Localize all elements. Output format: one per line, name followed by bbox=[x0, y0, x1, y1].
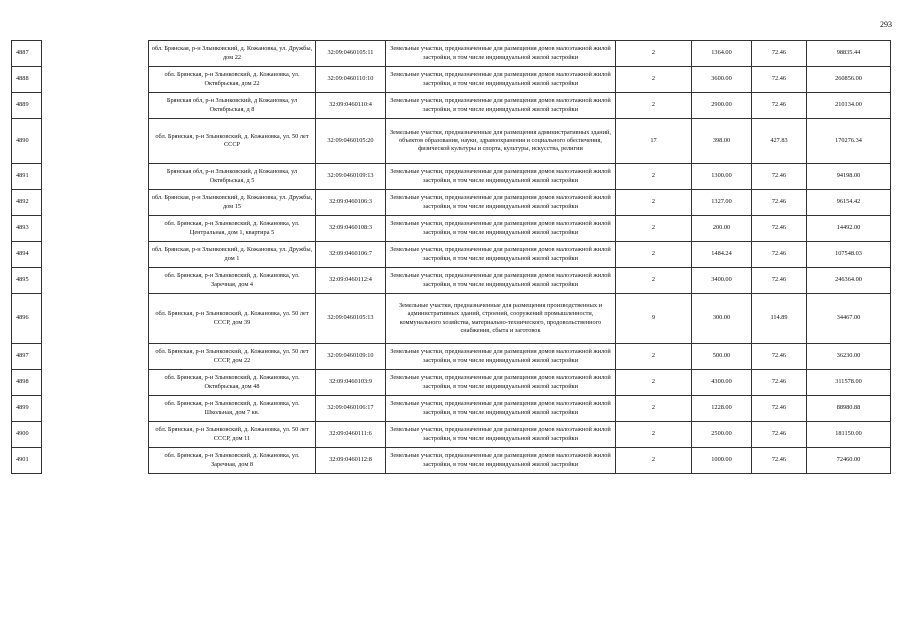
row-number-cell: 4890 bbox=[12, 119, 42, 164]
area-cell: 398.00 bbox=[692, 119, 752, 164]
category-code-cell: 2 bbox=[616, 396, 692, 422]
land-use-category-cell: Земельные участки, предназначенные для размещения домов малоэтажной жилой застройки, в том числе индивидуальной жилой застройки bbox=[386, 67, 616, 93]
row-number-cell: 4901 bbox=[12, 448, 42, 474]
category-code-cell: 2 bbox=[616, 448, 692, 474]
category-code-cell: 2 bbox=[616, 344, 692, 370]
table-row bbox=[12, 242, 891, 268]
land-use-category-cell: Земельные участки, предназначенные для размещения домов малоэтажной жилой застройки, в том числе индивидуальной жилой застройки bbox=[386, 93, 616, 119]
cadastral-value-cell: 107548.03 bbox=[807, 242, 891, 268]
cadastral-value-cell: 260856.00 bbox=[807, 67, 891, 93]
row-number-cell: 4894 bbox=[12, 242, 42, 268]
specific-value-cell: 72.46 bbox=[752, 41, 807, 67]
address-cell: обл. Брянская, р-н Злынковский, д. Кожановка, ул. Октябрьская, дом 48 bbox=[149, 370, 316, 396]
specific-value-cell: 72.46 bbox=[752, 422, 807, 448]
cadastral-value-cell: 34467.00 bbox=[807, 294, 891, 344]
spacer-cell bbox=[42, 268, 149, 294]
table-row bbox=[12, 422, 891, 448]
category-code-cell: 17 bbox=[616, 119, 692, 164]
spacer-cell bbox=[42, 396, 149, 422]
specific-value-cell: 72.46 bbox=[752, 344, 807, 370]
land-use-category-cell: Земельные участки, предназначенные для размещения домов малоэтажной жилой застройки, в том числе индивидуальной жилой застройки bbox=[386, 41, 616, 67]
cadastral-value-cell: 181150.00 bbox=[807, 422, 891, 448]
table-row bbox=[12, 119, 891, 164]
specific-value-cell: 72.46 bbox=[752, 164, 807, 190]
address-cell: Брянская обл, р-н Злынковский, д Кожановка, ул Октябрьская, д 5 bbox=[149, 164, 316, 190]
spacer-cell bbox=[42, 370, 149, 396]
table-row bbox=[12, 190, 891, 216]
land-use-category-cell: Земельные участки, предназначенные для размещения домов малоэтажной жилой застройки, в том числе индивидуальной жилой застройки bbox=[386, 370, 616, 396]
row-number-cell: 4897 bbox=[12, 344, 42, 370]
spacer-cell bbox=[42, 190, 149, 216]
spacer-cell bbox=[42, 119, 149, 164]
table-row bbox=[12, 448, 891, 474]
page-number: 293 bbox=[880, 20, 892, 29]
specific-value-cell: 72.46 bbox=[752, 67, 807, 93]
area-cell: 1364.00 bbox=[692, 41, 752, 67]
table-row bbox=[12, 396, 891, 422]
area-cell: 2900.00 bbox=[692, 93, 752, 119]
cadastral-number-cell: 32:09:0460112:8 bbox=[316, 448, 386, 474]
area-cell: 1000.00 bbox=[692, 448, 752, 474]
area-cell: 500.00 bbox=[692, 344, 752, 370]
specific-value-cell: 72.46 bbox=[752, 93, 807, 119]
area-cell: 1327.00 bbox=[692, 190, 752, 216]
address-cell: обл. Брянская, р-н Злынковский, д. Кожановка, ул. Дружбы, дом 1 bbox=[149, 242, 316, 268]
address-cell: обл. Брянская, р-н Злынковский, д. Кожановка, ул. 50 лет СССР, дом 22 bbox=[149, 344, 316, 370]
area-cell: 300.00 bbox=[692, 294, 752, 344]
spacer-cell bbox=[42, 67, 149, 93]
table-row bbox=[12, 67, 891, 93]
address-cell: обл. Брянская, р-н Злынковский, д. Кожановка, ул. Центральная, дом 1, квартира 5 bbox=[149, 216, 316, 242]
specific-value-cell: 72.46 bbox=[752, 396, 807, 422]
specific-value-cell: 72.46 bbox=[752, 268, 807, 294]
cadastral-number-cell: 32:09:0460112:4 bbox=[316, 268, 386, 294]
specific-value-cell: 72.46 bbox=[752, 448, 807, 474]
table-body bbox=[12, 41, 891, 474]
land-use-category-cell: Земельные участки, предназначенные для размещения домов малоэтажной жилой застройки, в том числе индивидуальной жилой застройки bbox=[386, 216, 616, 242]
cadastral-value-cell: 36230.00 bbox=[807, 344, 891, 370]
category-code-cell: 2 bbox=[616, 67, 692, 93]
cadastral-value-cell: 96154.42 bbox=[807, 190, 891, 216]
specific-value-cell: 72.46 bbox=[752, 190, 807, 216]
table-row bbox=[12, 216, 891, 242]
row-number-cell: 4899 bbox=[12, 396, 42, 422]
cadastral-number-cell: 32:09:0460103:9 bbox=[316, 370, 386, 396]
land-use-category-cell: Земельные участки, предназначенные для размещения домов малоэтажной жилой застройки, в том числе индивидуальной жилой застройки bbox=[386, 190, 616, 216]
area-cell: 3600.00 bbox=[692, 67, 752, 93]
address-cell: обл. Брянская, р-н Злынковский, д. Кожановка, ул. 50 лет СССР bbox=[149, 119, 316, 164]
address-cell: обл. Брянская, р-н Злынковский, д. Кожановка, ул. Школьная, дом 7 кв. bbox=[149, 396, 316, 422]
cadastral-value-cell: 98835.44 bbox=[807, 41, 891, 67]
table-row bbox=[12, 41, 891, 67]
land-use-category-cell: Земельные участки, предназначенные для размещения домов малоэтажной жилой застройки, в том числе индивидуальной жилой застройки bbox=[386, 448, 616, 474]
cadastral-number-cell: 32:09:0460106:17 bbox=[316, 396, 386, 422]
area-cell: 1300.00 bbox=[692, 164, 752, 190]
address-cell: обл. Брянская, р-н Злынковский, д. Кожановка, ул. Заречная, дом 8 bbox=[149, 448, 316, 474]
land-use-category-cell: Земельные участки, предназначенные для размещения производственных и административных зданий, строений, сооружений промышленности, коммунального хозяйства, материально-технического, продовольственного снабжения, сбыта и заготовок bbox=[386, 294, 616, 344]
address-cell: обл. Брянская, р-н Злынковский, д. Кожановка, ул. Заречная, дом 4 bbox=[149, 268, 316, 294]
spacer-cell bbox=[42, 164, 149, 190]
cadastral-number-cell: 32:09:0460109:10 bbox=[316, 344, 386, 370]
spacer-cell bbox=[42, 344, 149, 370]
category-code-cell: 2 bbox=[616, 190, 692, 216]
cadastral-number-cell: 32:09:0460111:6 bbox=[316, 422, 386, 448]
area-cell: 1484.24 bbox=[692, 242, 752, 268]
spacer-cell bbox=[42, 294, 149, 344]
specific-value-cell: 72.46 bbox=[752, 242, 807, 268]
land-use-category-cell: Земельные участки, предназначенные для размещения административных зданий, объектов образования, науки, здравоохранения и социального обеспечения, физической культуры и спорта, культуры, искусства, религии bbox=[386, 119, 616, 164]
cadastral-number-cell: 32:09:0460105:20 bbox=[316, 119, 386, 164]
area-cell: 4300.00 bbox=[692, 370, 752, 396]
row-number-cell: 4887 bbox=[12, 41, 42, 67]
table-row bbox=[12, 268, 891, 294]
table-row bbox=[12, 370, 891, 396]
specific-value-cell: 114.89 bbox=[752, 294, 807, 344]
area-cell: 1228.00 bbox=[692, 396, 752, 422]
cadastral-number-cell: 32:09:0460105:13 bbox=[316, 294, 386, 344]
row-number-cell: 4900 bbox=[12, 422, 42, 448]
category-code-cell: 2 bbox=[616, 268, 692, 294]
row-number-cell: 4889 bbox=[12, 93, 42, 119]
spacer-cell bbox=[42, 242, 149, 268]
category-code-cell: 2 bbox=[616, 422, 692, 448]
land-use-category-cell: Земельные участки, предназначенные для размещения домов малоэтажной жилой застройки, в том числе индивидуальной жилой застройки bbox=[386, 422, 616, 448]
address-cell: обл. Брянская, р-н Злынковский, д. Кожановка, ул. Дружбы, дом 15 bbox=[149, 190, 316, 216]
spacer-cell bbox=[42, 93, 149, 119]
area-cell: 3400.00 bbox=[692, 268, 752, 294]
category-code-cell: 2 bbox=[616, 164, 692, 190]
row-number-cell: 4895 bbox=[12, 268, 42, 294]
row-number-cell: 4893 bbox=[12, 216, 42, 242]
cadastral-value-table bbox=[11, 40, 891, 474]
table-row bbox=[12, 93, 891, 119]
area-cell: 2500.00 bbox=[692, 422, 752, 448]
cadastral-value-cell: 94198.00 bbox=[807, 164, 891, 190]
cadastral-number-cell: 32:09:0460106:3 bbox=[316, 190, 386, 216]
category-code-cell: 2 bbox=[616, 216, 692, 242]
specific-value-cell: 72.46 bbox=[752, 216, 807, 242]
table-row bbox=[12, 164, 891, 190]
specific-value-cell: 72.46 bbox=[752, 370, 807, 396]
row-number-cell: 4898 bbox=[12, 370, 42, 396]
land-use-category-cell: Земельные участки, предназначенные для размещения домов малоэтажной жилой застройки, в том числе индивидуальной жилой застройки bbox=[386, 344, 616, 370]
category-code-cell: 2 bbox=[616, 370, 692, 396]
cadastral-number-cell: 32:09:0460106:7 bbox=[316, 242, 386, 268]
land-use-category-cell: Земельные участки, предназначенные для размещения домов малоэтажной жилой застройки, в том числе индивидуальной жилой застройки bbox=[386, 242, 616, 268]
cadastral-value-cell: 210134.00 bbox=[807, 93, 891, 119]
row-number-cell: 4892 bbox=[12, 190, 42, 216]
spacer-cell bbox=[42, 422, 149, 448]
category-code-cell: 2 bbox=[616, 242, 692, 268]
cadastral-value-cell: 246364.00 bbox=[807, 268, 891, 294]
specific-value-cell: 427.83 bbox=[752, 119, 807, 164]
table-row bbox=[12, 294, 891, 344]
category-code-cell: 9 bbox=[616, 294, 692, 344]
cadastral-number-cell: 32:09:0460108:3 bbox=[316, 216, 386, 242]
address-cell: Брянская обл, р-н Злынковский, д Кожановка, ул Октябрьская, д 8 bbox=[149, 93, 316, 119]
cadastral-value-cell: 72460.00 bbox=[807, 448, 891, 474]
land-use-category-cell: Земельные участки, предназначенные для размещения домов малоэтажной жилой застройки, в том числе индивидуальной жилой застройки bbox=[386, 268, 616, 294]
address-cell: обл. Брянская, р-н Злынковский, д. Кожановка, ул. 50 лет СССР, дом 39 bbox=[149, 294, 316, 344]
row-number-cell: 4891 bbox=[12, 164, 42, 190]
cadastral-number-cell: 32:09:0460110:4 bbox=[316, 93, 386, 119]
land-use-category-cell: Земельные участки, предназначенные для размещения домов малоэтажной жилой застройки, в том числе индивидуальной жилой застройки bbox=[386, 164, 616, 190]
cadastral-value-cell: 88980.88 bbox=[807, 396, 891, 422]
address-cell: обл. Брянская, р-н Злынковский, д. Кожановка, ул. Дружбы, дом 22 bbox=[149, 41, 316, 67]
category-code-cell: 2 bbox=[616, 93, 692, 119]
row-number-cell: 4888 bbox=[12, 67, 42, 93]
cadastral-value-cell: 311578.00 bbox=[807, 370, 891, 396]
spacer-cell bbox=[42, 216, 149, 242]
spacer-cell bbox=[42, 41, 149, 67]
cadastral-value-cell: 170276.34 bbox=[807, 119, 891, 164]
cadastral-value-cell: 14492.00 bbox=[807, 216, 891, 242]
cadastral-number-cell: 32:09:0460109:13 bbox=[316, 164, 386, 190]
table-row bbox=[12, 344, 891, 370]
cadastral-number-cell: 32:09:0460110:10 bbox=[316, 67, 386, 93]
spacer-cell bbox=[42, 448, 149, 474]
address-cell: обл. Брянская, р-н Злынковский, д. Кожановка, ул. 50 лет СССР, дом 11 bbox=[149, 422, 316, 448]
land-use-category-cell: Земельные участки, предназначенные для размещения домов малоэтажной жилой застройки, в том числе индивидуальной жилой застройки bbox=[386, 396, 616, 422]
address-cell: обл. Брянская, р-н Злынковский, д. Кожановка, ул. Октябрьская, дом 22 bbox=[149, 67, 316, 93]
row-number-cell: 4896 bbox=[12, 294, 42, 344]
cadastral-number-cell: 32:09:0460105:11 bbox=[316, 41, 386, 67]
area-cell: 200.00 bbox=[692, 216, 752, 242]
category-code-cell: 2 bbox=[616, 41, 692, 67]
